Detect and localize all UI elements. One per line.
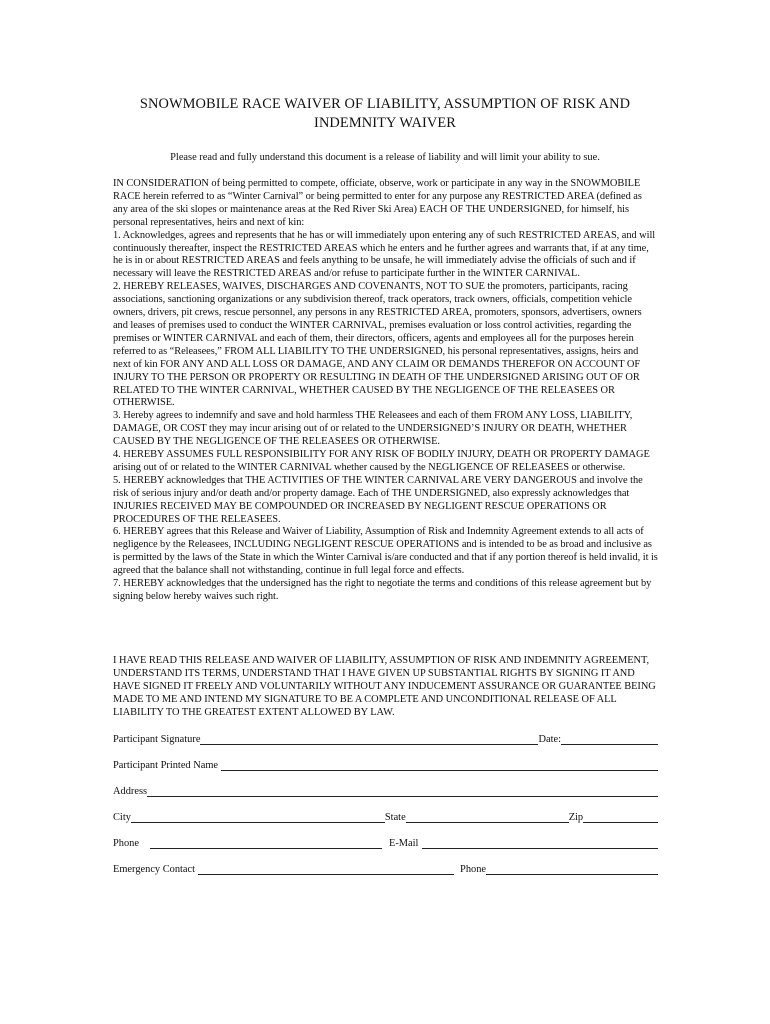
clause-6: 6. HEREBY agrees that this Release and Waiver of Liability, Assumption of Risk and Indemnity Agreement extends to all acts of negligence by the Releasees, INCLUDING NEGLIGENT RESCUE OPERATIONS and is intended to be as broad and inclusive as is permitted by the laws of the State in which the Winter Carnival is/are conducted and that if any portion thereof is held invalid, it is agreed that the balance shall not withstanding, continue in full legal force and effects. [113, 526, 658, 577]
clause-2: 2. HEREBY RELEASES, WAIVES, DISCHARGES AND COVENANTS, NOT TO SUE the promoters, participants, racing associations, sanctioning organizations or any subdivision thereof, track operators, track owners, officials, competition vehicle owners, drivers, pit crews, rescue personnel, any persons in any RESTRICTED AREA, promoters, sponsors, advertisers, owners and leases of premises used to conduct the WINTER CARNIVAL, premises evaluation or loss control activities, regarding the premises or WINTER CARNIVAL and each of them, their directors, officers, agents and employees all for the purposes herein referred to as “Releasees,” FROM ALL LIABILITY TO THE UNDERSIGNED, his personal representatives, assigns, heirs and next of kin FOR ANY AND ALL LOSS OR DAMAGE, AND ANY CLAIM OR DEMANDS THEREFOR ON ACCOUNT OF INJURY TO THE PERSON OR PROPERTY OR RESULTING IN DEATH OF THE UNDERSIGNED ARISING OUT OF OR RELATED TO THE WINTER CARNIVAL, WHETHER CAUSED BY THE NEGLIGENCE OF THE RELEASEES OR OTHERWISE. [113, 281, 642, 409]
consideration-paragraph: IN CONSIDERATION of being permitted to compete, officiate, observe, work or participate in any way in the SNOWMOBILE RACE herein referred to as “Winter Carnival” or being permitted to enter for any purpose any RESTRICTED AREA (defined as any area of the ski slopes or maintenance areas at the Red River Ski Area) EACH OF THE UNDERSIGNED, for himself, his personal representatives, heirs and next of kin: [113, 178, 642, 228]
emergency-phone-label: Phone [460, 864, 487, 875]
clause-7: 7. HEREBY acknowledges that the undersigned has the right to negotiate the terms and conditions of this release agreement but by signing below hereby waives such right. [113, 578, 652, 602]
clause-3: 3. Hereby agrees to indemnify and save and hold harmless THE Releasees and each of them FROM ANY LOSS, LIABILITY, DAMAGE, OR COST they may incur arising out of or related to the UNDERSIGNED’S INJURY OR DEATH, WHETHER CAUSED BY THE NEGLIGENCE OF THE RELEASEES OR OTHERWISE. [113, 410, 633, 448]
emergency-contact-field[interactable] [198, 864, 454, 875]
zip-field[interactable] [583, 812, 658, 823]
phone-email-row [113, 837, 658, 851]
address-label: Address [113, 786, 148, 797]
date-label: Date: [538, 734, 561, 745]
printed-name-field[interactable] [221, 760, 658, 771]
phone-label: Phone [113, 838, 139, 849]
zip-label: Zip [568, 812, 584, 823]
emergency-contact-label: Emergency Contact [113, 864, 196, 875]
printed-name-row [113, 759, 658, 773]
phone-field[interactable] [150, 838, 382, 849]
document-title: SNOWMOBILE RACE WAIVER OF LIABILITY, ASSUMPTION OF RISK AND INDEMNITY WAIVER [139, 96, 631, 131]
email-field[interactable] [422, 838, 658, 849]
state-label: State [384, 812, 406, 823]
email-label: E-Mail [388, 838, 419, 849]
participant-signature-label: Participant Signature [113, 734, 201, 745]
clause-5: 5. HEREBY acknowledges that THE ACTIVITIES OF THE WINTER CARNIVAL ARE VERY DANGEROUS and involve the risk of serious injury and/or death and/or property damage. Each of THE UNDERSIGNED, also expressly acknowledges that INJURIES RECEIVED MAY BE COMPOUNDED OR INCREASED BY NEGLIGENT RESCUE OPERATIONS OR PROCEDURES OF THE RELEASEES. [113, 474, 643, 525]
printed-name-label: Participant Printed Name [113, 760, 219, 771]
city-label: City [113, 812, 131, 823]
address-row [113, 785, 658, 799]
clause-1: 1. Acknowledges, agrees and represents that he has or will immediately upon entering any of such RESTRICTED AREAS, and will continuously thereafter, inspect the RESTRICTED AREAS which he enters and he further agrees and warrants that, if at any time, he is in or about RESTRICTED AREAS and feels anything to be unsafe, he will immediately advise the officials of such and if necessary will leave the RESTRICTED AREAS and/or refuse to participate further in the WINTER CARNIVAL. [113, 229, 656, 280]
city-state-zip-row [113, 811, 658, 825]
acknowledgment-block [113, 655, 658, 720]
waiver-body [113, 178, 658, 604]
date-field[interactable] [561, 734, 658, 745]
emergency-contact-row [113, 863, 658, 877]
emergency-phone-field[interactable] [486, 864, 658, 875]
participant-signature-field[interactable] [200, 734, 538, 745]
signature-row [113, 733, 658, 747]
intro-text: Please read and fully understand this document is a release of liability and will limit your ability to sue. [170, 152, 600, 163]
city-field[interactable] [131, 812, 385, 823]
address-field[interactable] [147, 786, 658, 797]
acknowledgment-text: I HAVE READ THIS RELEASE AND WAIVER OF LIABILITY, ASSUMPTION OF RISK AND INDEMNITY AGREEMENT, UNDERSTAND ITS TERMS, UNDERSTAND THAT I HAVE GIVEN UP SUBSTANTIAL RIGHTS BY SIGNING IT AND HAVE SIGNED IT FREELY AND VOLUNTARILY WITHOUT ANY INDUCEMENT ASSURANCE OR GUARANTEE BEING MADE TO ME AND INTEND MY SIGNATURE TO BE A COMPLETE AND UNCONDITIONAL RELEASE OF ALL LIABILITY TO THE GREATEST EXTENT ALLOWED BY LAW. [113, 655, 656, 718]
state-field[interactable] [406, 812, 569, 823]
clause-4: 4. HEREBY ASSUMES FULL RESPONSIBILITY FOR ANY RISK OF BODILY INJURY, DEATH OR PROPERTY DAMAGE arising out of or related to the WINTER CARNIVAL whether caused by the NEGLIGENCE OF RELEASEES or otherwise. [113, 449, 650, 473]
